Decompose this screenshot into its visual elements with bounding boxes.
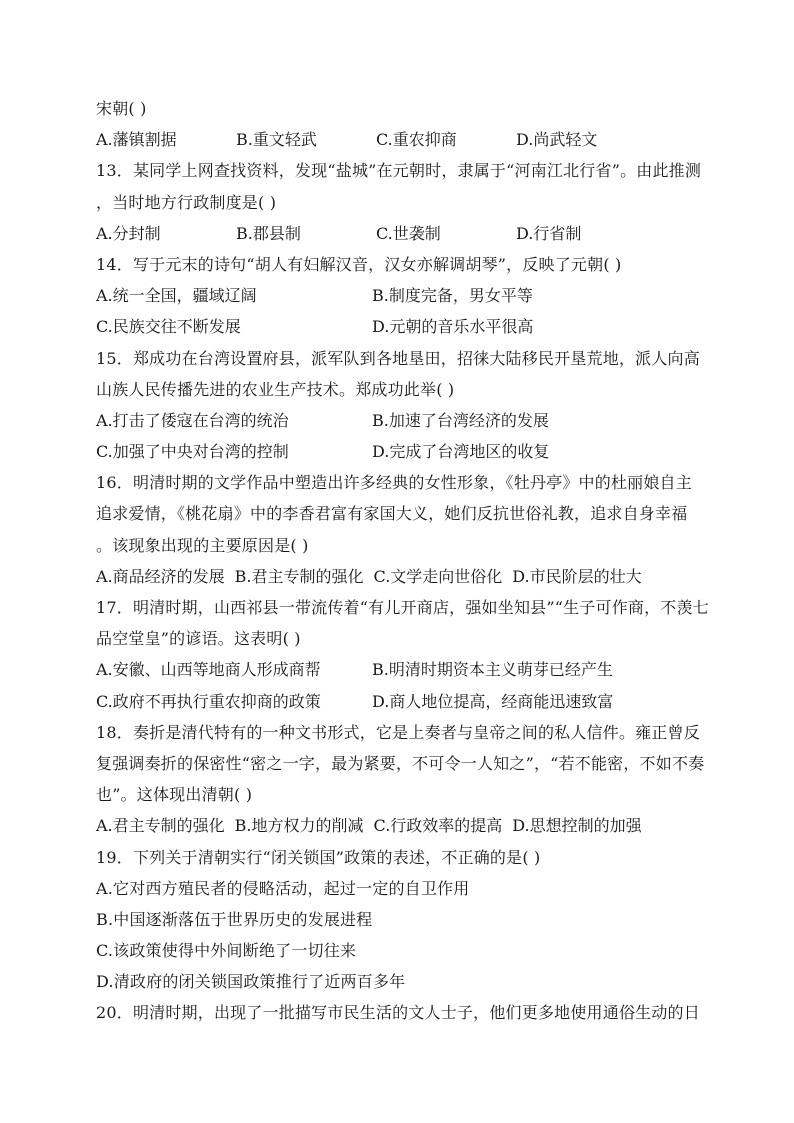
text-line: 14．写于元末的诗句“胡人有妇解汉音，汉女亦解调胡琴”，反映了元朝( ) — [96, 254, 622, 274]
text-line: 18．奏折是清代特有的一种文书形式，它是上奏者与皇帝之间的私人信件。雍正曾反 — [96, 722, 700, 742]
answer-option: A.安徽、山西等地商人形成商帮 — [96, 660, 321, 680]
option-row — [96, 810, 706, 841]
answer-option: D.完成了台湾地区的收复 — [372, 442, 550, 462]
answer-option: C.世袭制 — [376, 223, 441, 243]
text-line: 19．下列关于清朝实行“闭关锁国”政策的表述，不正确的是( ) — [96, 847, 541, 867]
text-line: 宋朝( ) — [96, 99, 147, 118]
answer-option: B.明清时期资本主义萌芽已经产生 — [372, 660, 613, 680]
answer-option: C.重农抑商 — [376, 130, 457, 150]
answer-option: A.商品经济的发展 — [96, 566, 225, 586]
option-row — [96, 311, 706, 342]
answer-option: C.政府不再执行重农抑商的政策 — [96, 691, 321, 711]
text-line: 。该现象出现的主要原因是( ) — [96, 535, 309, 555]
text-line: 复强调奏折的保密性“密之一字，最为紧要，不可令一人知之”，“若不能密，不如不奏 — [96, 753, 705, 773]
answer-option: B.重文轻武 — [236, 130, 317, 150]
answer-option: B.地方权力的削减 — [234, 816, 364, 836]
answer-option: C.加强了中央对台湾的控制 — [96, 442, 289, 462]
answer-option: B.制度完备，男女平等 — [372, 286, 533, 306]
option-row — [96, 218, 706, 249]
text-line: 15．郑成功在台湾设置府县，派军队到各地垦田，招徕大陆移民开垦荒地，派人向高 — [96, 348, 700, 368]
text-line: B.中国逐渐落伍于世界历史的发展进程 — [96, 909, 373, 929]
text-line: 也”。这体现出清朝( ) — [96, 785, 253, 805]
text-line: 13．某同学上网查找资料，发现“盐城”在元朝时，隶属于“河南江北行省”。由此推测 — [96, 161, 702, 181]
answer-option: B.君主专制的强化 — [234, 566, 364, 586]
option-row — [96, 654, 706, 685]
text-line: 追求爱情，《桃花扇》中的李香君富有家国大义，她们反抗世俗礼教，追求自身幸福 — [96, 504, 688, 524]
answer-option: B.郡县制 — [236, 223, 301, 243]
text-line: 17．明清时期，山西祁县一带流传着“有儿开商店，强如坐知县”“生子可作商，不羡七 — [96, 598, 709, 617]
exam-page — [96, 93, 709, 1029]
answer-option: D.元朝的音乐水平很高 — [372, 317, 534, 337]
answer-option: C.文学走向世俗化 — [373, 566, 503, 586]
answer-option: D.商人地位提高，经商能迅速致富 — [372, 691, 614, 711]
option-row — [96, 124, 706, 155]
option-row — [96, 561, 706, 592]
text-line: 20．明清时期，出现了一批描写市民生活的文人士子，他们更多地使用通俗生动的日 — [96, 1003, 700, 1023]
text-line: A.它对西方殖民者的侵略活动，起过一定的自卫作用 — [96, 878, 470, 898]
option-row — [96, 405, 706, 436]
option-row — [96, 686, 706, 717]
text-line: 16．明清时期的文学作品中塑造出许多经典的女性形象，《牡丹亭》中的杜丽娘自主 — [96, 473, 692, 493]
answer-option: D.思想控制的加强 — [512, 816, 642, 836]
text-line: D.清政府的闭关锁国政策推行了近两百多年 — [96, 972, 406, 992]
answer-option: B.加速了台湾经济的发展 — [372, 410, 549, 430]
text-line: ，当时地方行政制度是( ) — [96, 192, 277, 212]
answer-option: A.藩镇割据 — [96, 130, 177, 150]
answer-option: D.行省制 — [516, 223, 582, 243]
text-line: 山族人民传播先进的农业生产技术。郑成功此举( ) — [96, 379, 455, 399]
answer-option: A.打击了倭寇在台湾的统治 — [96, 410, 289, 430]
answer-option: D.尚武轻文 — [516, 130, 598, 150]
answer-option: C.民族交往不断发展 — [96, 317, 241, 337]
text-line: C.该政策使得中外间断绝了一切往来 — [96, 941, 357, 961]
answer-option: A.分封制 — [96, 223, 161, 243]
answer-option: D.市民阶层的壮大 — [512, 566, 642, 586]
answer-option: C.行政效率的提高 — [373, 816, 503, 836]
text-line: 品空堂皇”的谚语。这表明( ) — [96, 629, 301, 649]
option-row — [96, 436, 706, 467]
answer-option: A.统一全国，疆域辽阔 — [96, 286, 257, 306]
answer-option: A.君主专制的强化 — [96, 816, 225, 836]
option-row — [96, 280, 706, 311]
